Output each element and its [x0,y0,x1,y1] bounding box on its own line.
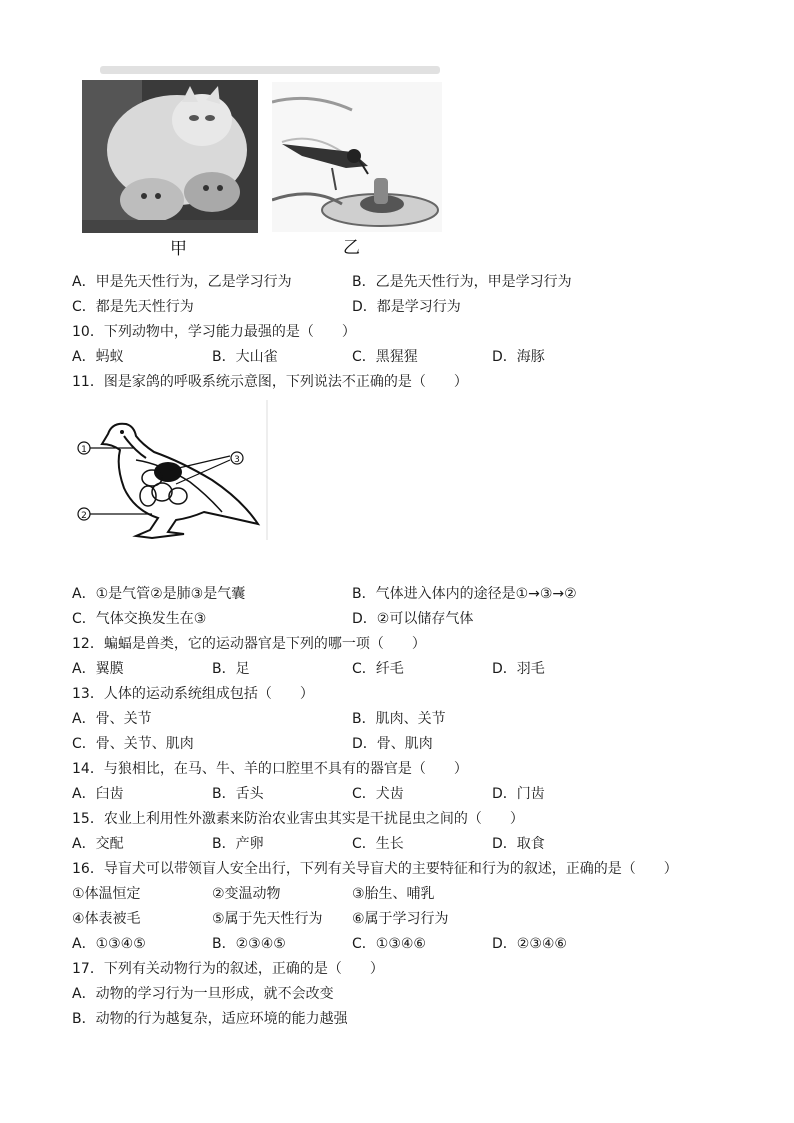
q17-stem: 17．下列有关动物行为的叙述，正确的是（ ） [72,961,384,977]
q14-option-b: B．舌头 [212,786,264,802]
q17-option-b: B．动物的行为越复杂，适应环境的能力越强 [72,1011,348,1027]
q11-option-b: B．气体进入体内的途径是①→③→② [352,586,577,602]
q12-option-d: D．羽毛 [492,661,545,677]
q11-option-d: D．②可以储存气体 [352,611,474,627]
q13-option-c: C．骨、关节、肌肉 [72,736,194,752]
q14-option-a: A．臼齿 [72,786,124,802]
q9-option-d: D．都是学习行为 [352,299,461,315]
q9-option-c: C．都是先天性行为 [72,299,194,315]
q16-item-5: ⑤属于先天性行为 [212,911,323,927]
q12-option-b: B．足 [212,661,250,677]
q12-stem: 12．蝙蝠是兽类，它的运动器官是下列的哪一项（ ） [72,636,426,652]
photo-caption-jia: 甲 [170,239,187,259]
q13-option-d: D．骨、肌肉 [352,736,433,752]
svg-text:2: 2 [81,511,87,521]
q11-option-c: C．气体交换发生在③ [72,611,207,627]
photo-caption-yi: 乙 [343,238,360,258]
q16-item-1: ①体温恒定 [72,886,141,902]
q14-stem: 14．与狼相比，在马、牛、羊的口腔里不具有的器官是（ ） [72,761,468,777]
q12-option-a: A．翼膜 [72,661,124,677]
q16-option-a: A．①③④⑤ [72,936,146,952]
q11-option-a: A．①是气管②是肺③是气囊 [72,586,246,602]
q13-option-a: A．骨、关节 [72,711,152,727]
q10-option-a: A．蚂蚁 [72,349,124,365]
q15-option-c: C．生长 [352,836,404,852]
photo-cat-with-kittens [82,80,258,233]
q15-stem: 15．农业上利用性外激素来防治农业害虫其实是干扰昆虫之间的（ ） [72,811,524,827]
q17-option-a: A．动物的学习行为一旦形成，就不会改变 [72,986,334,1002]
q16-option-c: C．①③④⑥ [352,936,426,952]
q15-option-d: D．取食 [492,836,545,852]
q10-option-c: C．黑猩猩 [352,349,418,365]
svg-text:3: 3 [234,455,240,465]
q16-stem: 16．导盲犬可以带领盲人安全出行，下列有关导盲犬的主要特征和行为的叙述，正确的是（ ） [72,861,678,877]
pigeon-respiratory-diagram [72,400,268,548]
q16-option-d: D．②③④⑥ [492,936,567,952]
q15-option-a: A．交配 [72,836,124,852]
svg-text:1: 1 [81,445,87,455]
q13-stem: 13．人体的运动系统组成包括（ ） [72,686,314,702]
q15-option-b: B．产卵 [212,836,264,852]
q14-option-c: C．犬齿 [352,786,404,802]
q9-option-a: A．甲是先天性行为，乙是学习行为 [72,274,292,290]
photo-bird-drinking [272,82,442,232]
q16-item-4: ④体表被毛 [72,911,141,927]
q10-stem: 10．下列动物中，学习能力最强的是（ ） [72,324,356,340]
q9-option-b: B．乙是先天性行为，甲是学习行为 [352,274,572,290]
q13-option-b: B．肌肉、关节 [352,711,446,727]
q11-stem: 11．图是家鸽的呼吸系统示意图，下列说法不正确的是（ ） [72,374,468,390]
q12-option-c: C．纤毛 [352,661,404,677]
q16-item-3: ③胎生、哺乳 [352,886,435,902]
q14-option-d: D．门齿 [492,786,545,802]
q10-option-b: B．大山雀 [212,349,278,365]
q10-option-d: D．海豚 [492,349,545,365]
q16-item-2: ②变温动物 [212,886,281,902]
cropped-text-remnant [100,66,440,74]
q16-item-6: ⑥属于学习行为 [352,911,449,927]
q16-option-b: B．②③④⑤ [212,936,286,952]
